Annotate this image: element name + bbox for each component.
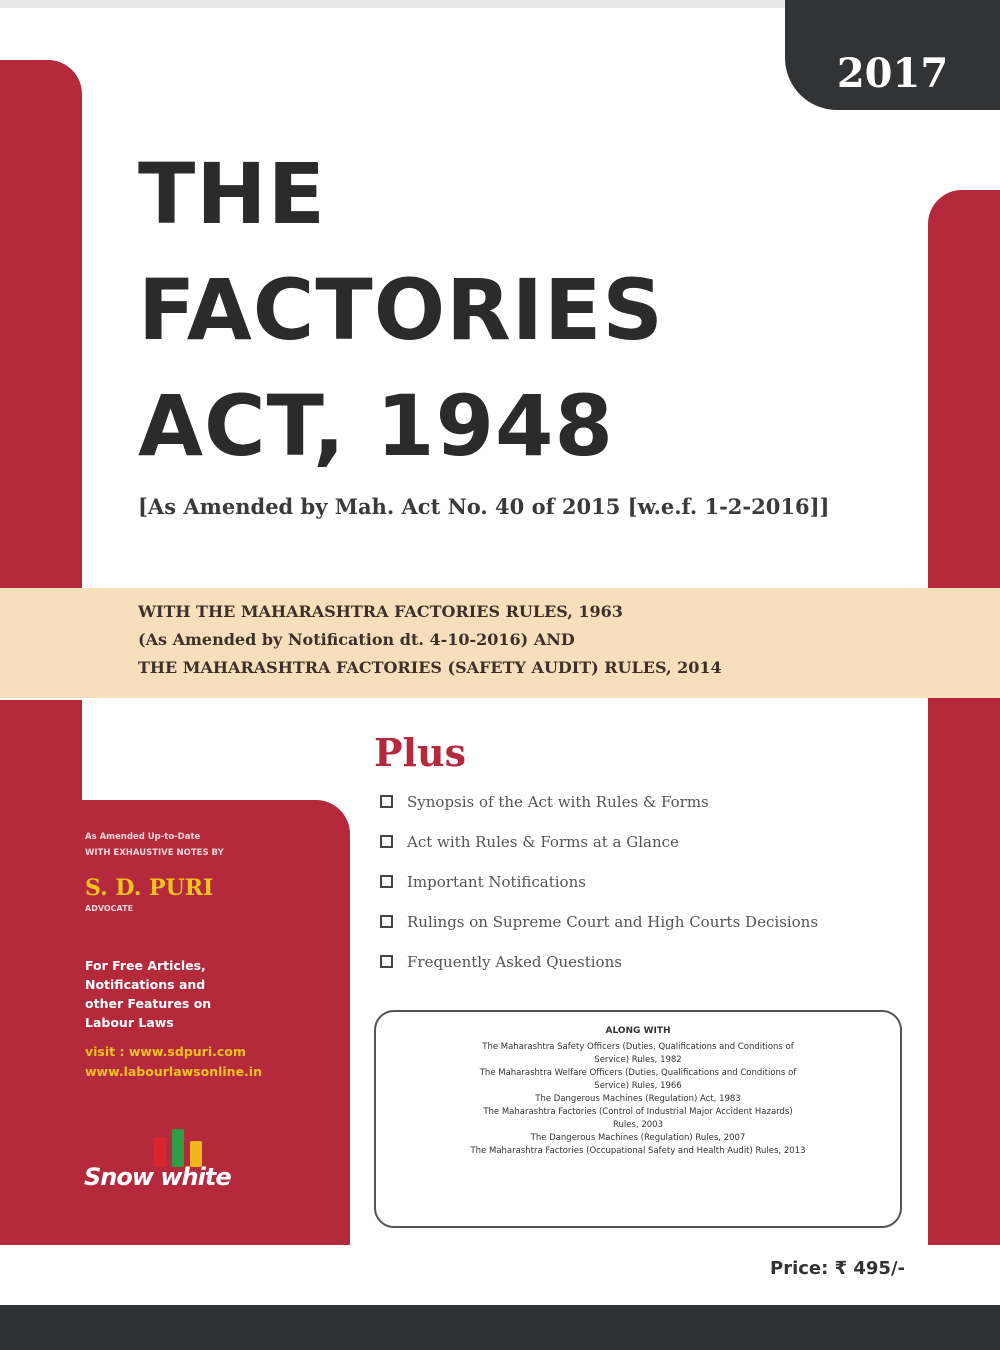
plus-list-item (380, 913, 818, 937)
along-with-line: Service) Rules, 1982 (594, 1055, 682, 1065)
title-line-1: THE (138, 145, 326, 243)
website-url-2: www.labourlawsonline.in (85, 1064, 262, 1079)
right-red-panel (928, 190, 1000, 1245)
plus-item-label: Frequently Asked Questions (407, 953, 622, 971)
plus-item-label: Important Notifications (407, 873, 586, 891)
amendment-note: [As Amended by Mah. Act No. 40 of 2015 [w.e.f. 1-2-2016]] (138, 494, 830, 519)
along-with-line: Service) Rules, 1966 (594, 1081, 682, 1091)
author-note-1: As Amended Up-to-Date (85, 832, 201, 842)
author-note-2: WITH EXHAUSTIVE NOTES BY (85, 848, 224, 858)
website-url-1: visit : www.sdpuri.com (85, 1044, 246, 1059)
title-line-3: ACT, 1948 (138, 377, 614, 475)
band-line-1: WITH THE MAHARASHTRA FACTORIES RULES, 1963 (138, 602, 623, 621)
title-line-2: FACTORIES (138, 261, 664, 359)
plus-heading: Plus (374, 730, 467, 775)
checkbox-square-icon (380, 795, 393, 808)
along-with-line: The Maharashtra Factories (Occupational Safety and Health Audit) Rules, 2013 (470, 1146, 806, 1156)
along-with-line: Rules, 2003 (613, 1120, 663, 1130)
along-with-line: The Dangerous Machines (Regulation) Act, 1983 (535, 1094, 741, 1104)
year-tab (785, 0, 1000, 110)
plus-item-label: Act with Rules & Forms at a Glance (407, 833, 679, 851)
plus-list-item (380, 793, 709, 817)
author-role: ADVOCATE (85, 904, 134, 913)
along-with-line: The Dangerous Machines (Regulation) Rules, 2007 (530, 1133, 746, 1143)
along-with-line: The Maharashtra Welfare Officers (Duties, Qualifications and Conditions of (479, 1068, 797, 1078)
band-line-3: THE MAHARASHTRA FACTORIES (SAFETY AUDIT) RULES, 2014 (138, 658, 722, 677)
plus-list-item (380, 833, 679, 857)
bottom-bar (0, 1305, 1000, 1350)
along-with-box (374, 1010, 902, 1228)
features-line-4: Labour Laws (85, 1015, 174, 1030)
features-line-3: other Features on (85, 996, 212, 1011)
checkbox-square-icon (380, 835, 393, 848)
along-with-line: The Maharashtra Safety Officers (Duties, Qualifications and Conditions of (482, 1042, 794, 1052)
plus-list-item (380, 953, 622, 977)
checkbox-square-icon (380, 875, 393, 888)
checkbox-square-icon (380, 915, 393, 928)
plus-list-item (380, 873, 586, 897)
band-line-2: (As Amended by Notification dt. 4-10-2016) AND (138, 630, 575, 649)
features-line-2: Notifications and (85, 977, 206, 992)
left-red-panel-top (0, 60, 82, 640)
price-label: Price: ₹ 495/- (770, 1258, 905, 1279)
along-with-line: The Maharashtra Factories (Control of Industrial Major Accident Hazards) (483, 1107, 793, 1117)
features-line-1: For Free Articles, (85, 958, 206, 973)
plus-item-label: Rulings on Supreme Court and High Courts Decisions (407, 913, 819, 931)
plus-item-label: Synopsis of the Act with Rules & Forms (407, 793, 709, 811)
edition-year: 2017 (836, 50, 949, 97)
publisher-name: Snow white (84, 1163, 231, 1191)
along-with-heading: ALONG WITH (605, 1026, 671, 1036)
checkbox-square-icon (380, 955, 393, 968)
author-name: S. D. PURI (85, 875, 214, 901)
